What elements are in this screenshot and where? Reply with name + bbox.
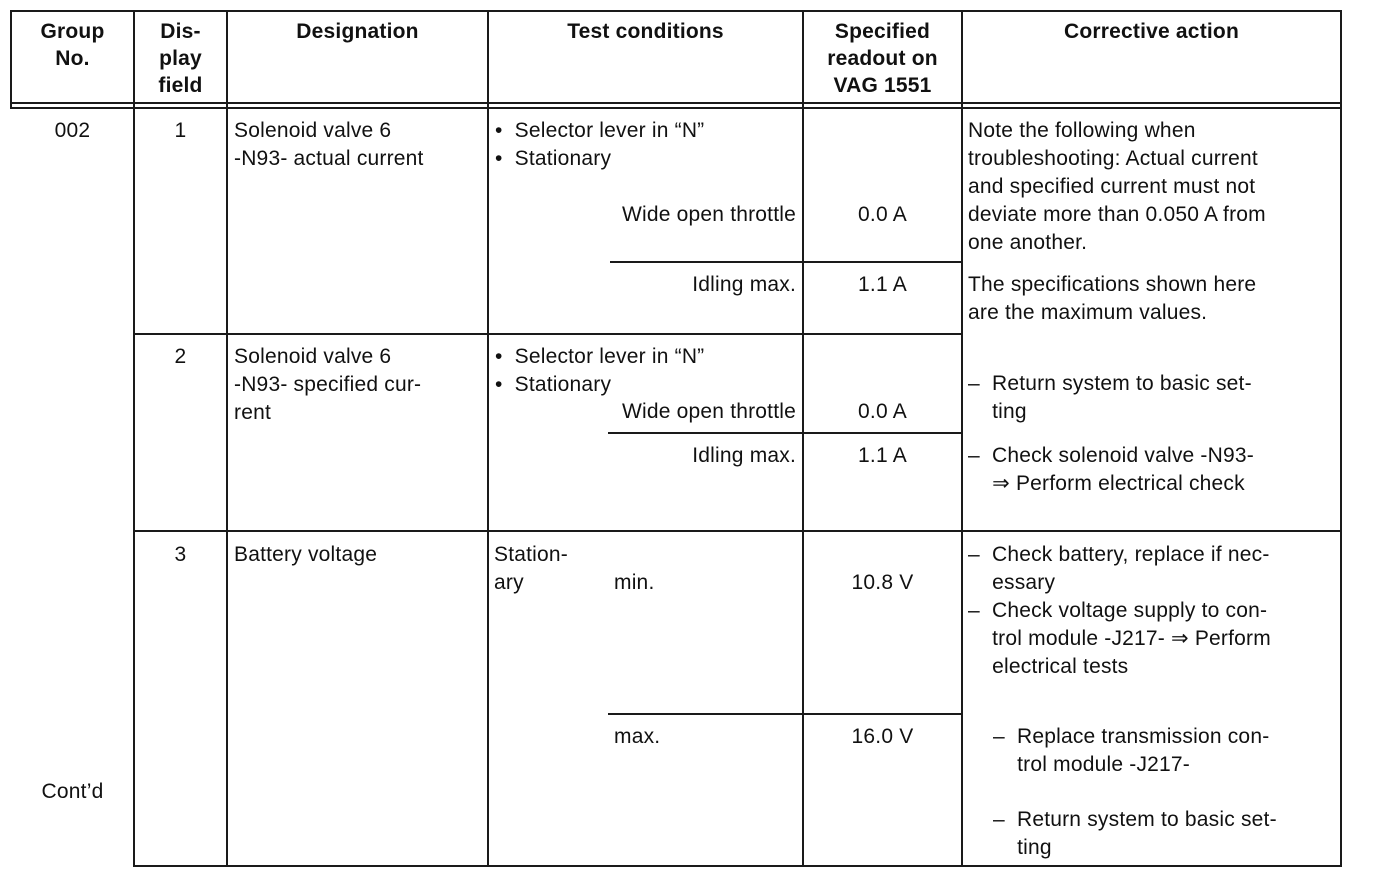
header-corrective-action: Corrective action — [1064, 20, 1239, 43]
row2-conditions: • Selector lever in “N” • Stationary — [495, 345, 705, 396]
row3-readout-max: 16.0 V — [851, 725, 914, 748]
sub-rule-row2 — [608, 432, 962, 434]
corrective-note: Note the following when troubleshooting: Actual current and specified current must not deviate more than 0.050 A from one another. — [968, 119, 1266, 254]
row3-condition-min: min. — [614, 571, 655, 594]
row1-condition-wot: Wide open throttle — [621, 203, 796, 226]
table-bottom-border — [133, 865, 1342, 867]
row1-designation: Solenoid valve 6 -N93- actual current — [234, 119, 424, 170]
group-continued-label: Cont’d — [41, 780, 104, 803]
corrective-return-basic-setting: – Return system to basic set- ting — [968, 372, 1252, 423]
row2-designation: Solenoid valve 6 -N93- specified cur- rent — [234, 345, 422, 424]
row1-readout-wot: 0.0 A — [858, 203, 907, 226]
group-number: 002 — [54, 119, 91, 142]
row-separator-1 — [133, 333, 963, 335]
row1-display-field: 1 — [174, 119, 187, 142]
table-top-border — [10, 10, 1342, 12]
row1-condition-idle: Idling max. — [692, 273, 796, 296]
header-group-no: Group No. — [40, 20, 105, 70]
col-divider-3 — [487, 10, 489, 866]
row3-readout-min: 10.8 V — [851, 571, 914, 594]
corrective-check-battery: – Check battery, replace if nec- essary – Check voltage supply to con- trol module -J217- ⇒ Perform electrical tests — [968, 543, 1271, 678]
header-bottom-rule — [10, 102, 1342, 104]
row3-display-field: 3 — [174, 543, 187, 566]
row1-conditions: • Selector lever in “N” • Stationary — [495, 119, 705, 170]
header-specified-readout: Specified readout on VAG 1551 — [827, 20, 938, 97]
col-divider-2 — [226, 10, 228, 866]
header-test-conditions: Test conditions — [567, 20, 724, 43]
col-divider-5 — [961, 10, 963, 866]
sub-rule-row1 — [610, 261, 962, 263]
row2-condition-idle: Idling max. — [692, 444, 796, 467]
row3-condition-max: max. — [614, 725, 661, 748]
corrective-check-solenoid: – Check solenoid valve -N93- ⇒ Perform electrical check — [968, 444, 1254, 495]
header-display-field: Dis- play field — [158, 20, 203, 97]
corrective-return-basic-setting-2: – Return system to basic set- ting — [993, 808, 1277, 859]
header-designation: Designation — [296, 20, 419, 43]
corrective-specs-note: The specifications shown here are the maximum values. — [968, 273, 1257, 324]
row2-readout-idle: 1.1 A — [858, 444, 907, 467]
row3-designation: Battery voltage — [234, 543, 378, 566]
row-separator-2 — [133, 530, 1342, 532]
table-right-border — [1340, 10, 1342, 866]
row2-display-field: 2 — [174, 345, 187, 368]
header-bottom-rule-2 — [10, 107, 1342, 109]
row2-readout-wot: 0.0 A — [858, 400, 907, 423]
corrective-replace-module: – Replace transmission con- trol module -J217- — [993, 725, 1270, 776]
sub-rule-row3 — [608, 713, 962, 715]
row2-condition-wot: Wide open throttle — [621, 400, 796, 423]
row3-conditions: Station- ary — [494, 543, 568, 594]
row1-readout-idle: 1.1 A — [858, 273, 907, 296]
